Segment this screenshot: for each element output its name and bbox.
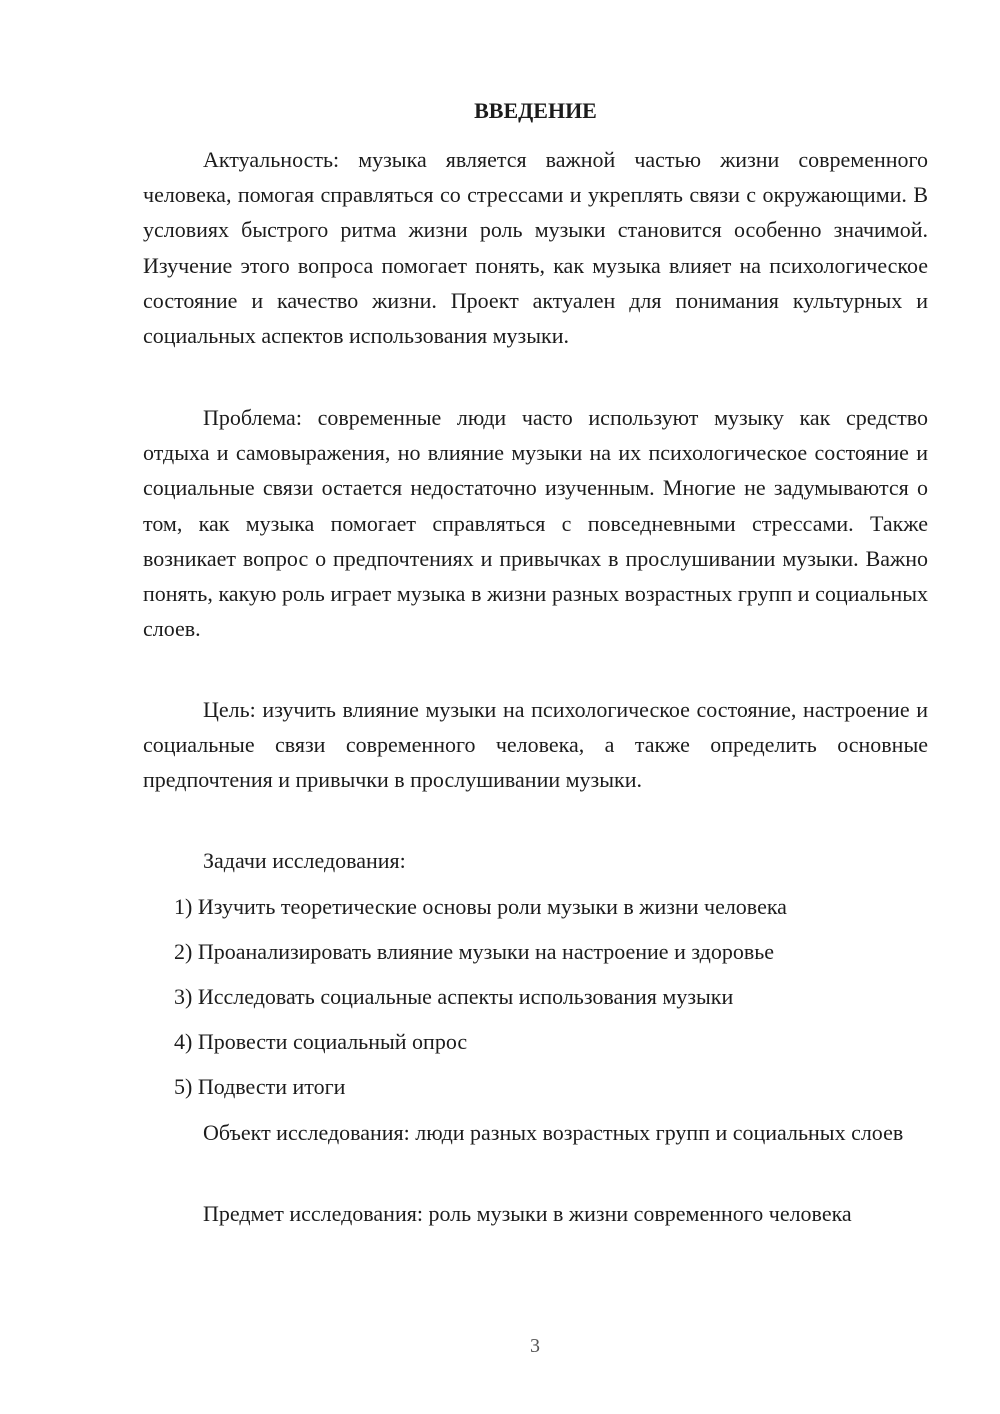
paragraph-problem: Проблема: современные люди часто используют музыку как средство отдыха и самовыражения, но влияние музыки на их психологическое состояние и социальные связи остается недостаточно изученным. Многие не задумываются о том, как музыка помогает справляться с повседневными стрессами. Также возникает вопрос о предпочтениях и привычках в прослушивании музыки. Важно понять, какую роль играет музыка в жизни разных возрастных групп и социальных слоев. bbox=[143, 405, 928, 642]
list-item: 5) Подвести итоги bbox=[174, 1074, 346, 1099]
paragraph-subject: Предмет исследования: роль музыки в жизни современного человека bbox=[203, 1201, 852, 1226]
list-item: 3) Исследовать социальные аспекты использования музыки bbox=[174, 984, 734, 1009]
tasks-heading: Задачи исследования: bbox=[203, 848, 406, 873]
page-number: 3 bbox=[530, 1335, 540, 1357]
paragraph-goal: Цель: изучить влияние музыки на психологическое состояние, настроение и социальные связи современного человека, а также определить основные предпочтения и привычки в прослушивании музыки. bbox=[143, 697, 928, 793]
page-title: ВВЕДЕНИЕ bbox=[474, 98, 597, 123]
paragraph-relevance: Актуальность: музыка является важной частью жизни современного человека, помогая справляться со стрессами и укреплять связи с окружающими. В условиях быстрого ритма жизни роль музыки становится особенно значимой. Изучение этого вопроса помогает понять, как музыка влияет на психологическое состояние и качество жизни. Проект актуален для понимания культурных и социальных аспектов использования музыки. bbox=[143, 147, 928, 349]
list-item: 2) Проанализировать влияние музыки на настроение и здоровье bbox=[174, 939, 775, 964]
list-item: 1) Изучить теоретические основы роли музыки в жизни человека bbox=[174, 894, 787, 919]
paragraph-object: Объект исследования: люди разных возрастных групп и социальных слоев bbox=[203, 1120, 904, 1145]
list-item: 4) Провести социальный опрос bbox=[174, 1029, 468, 1054]
